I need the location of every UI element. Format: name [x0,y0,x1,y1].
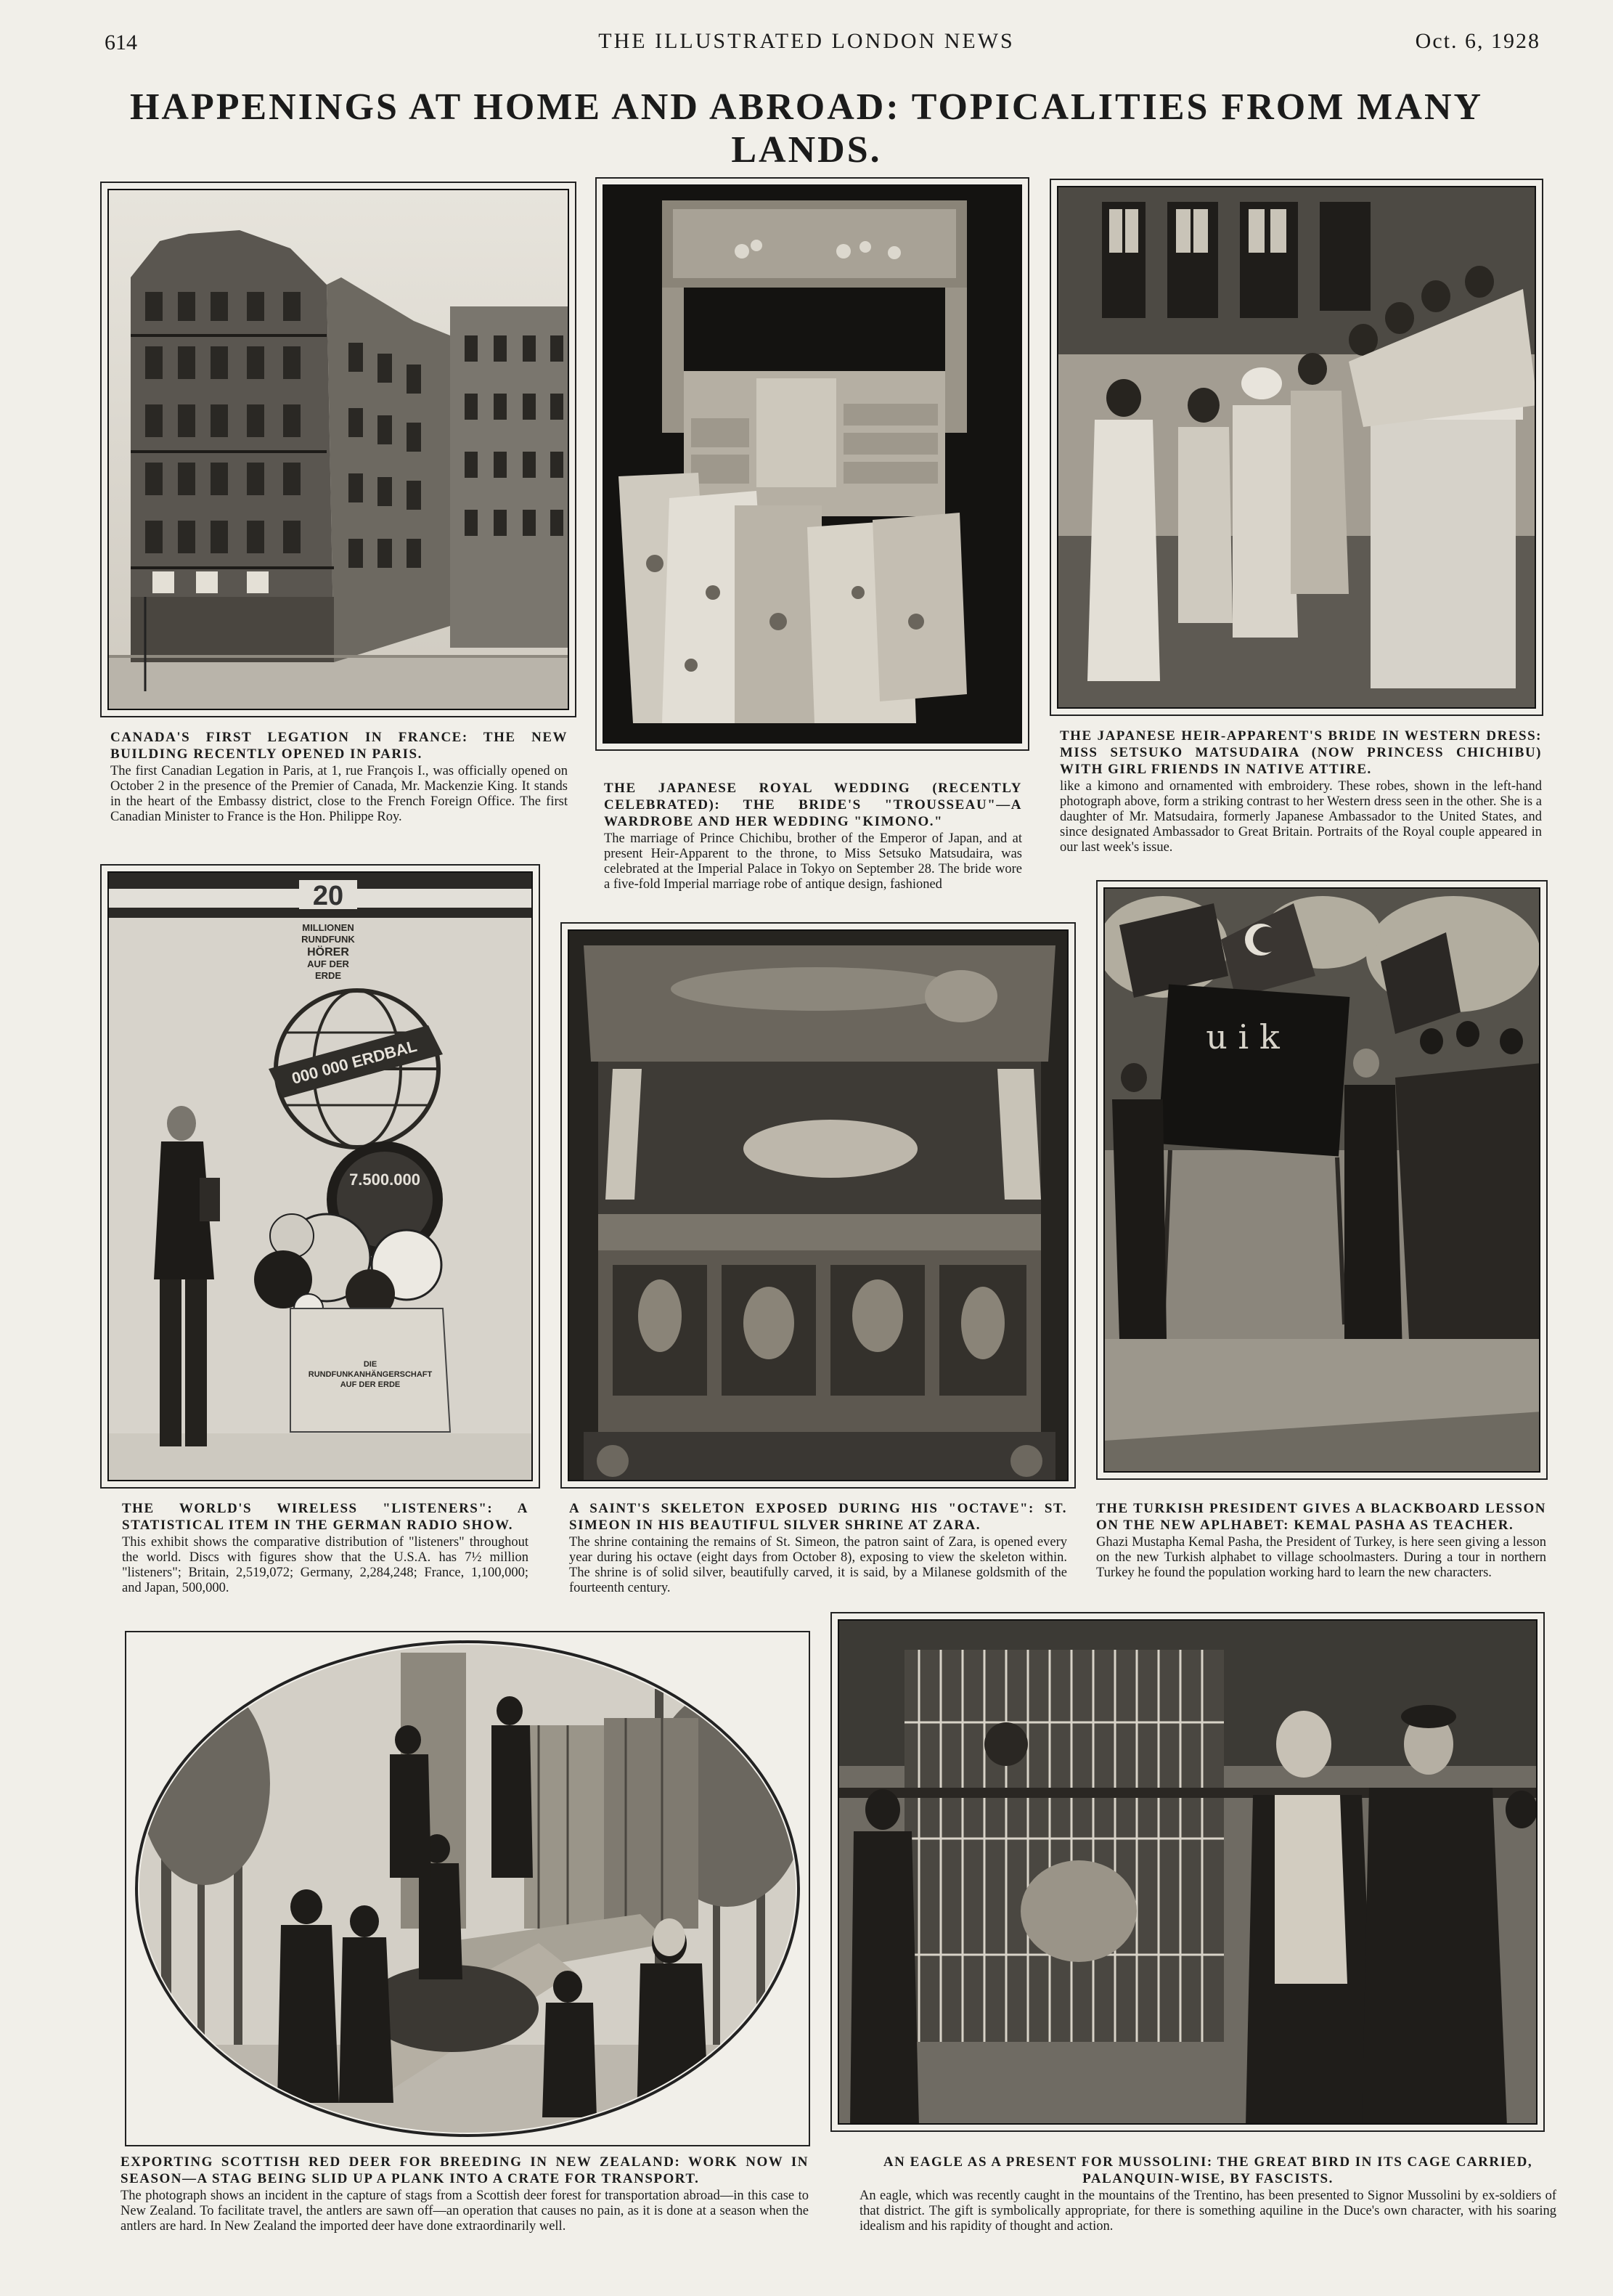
publication-title: THE ILLUSTRATED LONDON NEWS [598,29,1015,53]
caption-title: AN EAGLE AS A PRESENT FOR MUSSOLINI: THE GREAT BIRD IN ITS CAGE CARRIED, PALANQUIN-WISE, BY FASCISTS. [883,2154,1533,2186]
caption-kemal [1096,1500,1546,1581]
plinth-line: RUNDFUNKANHÄNGERSCHAFT [308,1370,433,1379]
caption-trousseau [604,780,1022,892]
caption-title: THE JAPANESE ROYAL WEDDING (RECENTLY CELEBRATED): THE BRIDE'S "TROUSSEAU"—A WARDROBE AND HER WEDDING "KIMONO." [604,781,1022,829]
photo-radio-exhibit [107,871,533,1481]
photo-kemal-blackboard [1103,887,1540,1473]
caption-deer [121,2154,809,2234]
photo-japanese-bride [1057,186,1536,709]
photo-frame-trousseau [595,177,1029,751]
globe-label: 000 000 ERDBAL [290,1036,419,1088]
caption-title: CANADA'S FIRST LEGATION IN FRANCE: THE NEW BUILDING RECENTLY OPENED IN PARIS. [110,730,568,762]
photo-frame-deer [125,1631,810,2146]
photo-frame-shrine [560,922,1076,1489]
photo-frame-kemal [1096,880,1548,1480]
caption-title: THE JAPANESE HEIR-APPARENT'S BRIDE IN WESTERN DRESS: MISS SETSUKO MATSUDAIRA (NOW PRINCESS CHICHIBU) WITH GIRL FRIENDS IN NATIVE ATTIRE. [1060,728,1542,777]
caption-title: THE WORLD'S WIRELESS "LISTENERS": A STATISTICAL ITEM IN THE GERMAN RADIO SHOW. [122,1501,528,1533]
caption-radio [122,1500,528,1596]
caption-title: THE TURKISH PRESIDENT GIVES A BLACKBOARD LESSON ON THE NEW APLHABET: KEMAL PASHA AS TEACHER. [1096,1501,1546,1533]
photo-frame-legation [100,182,576,717]
exhibit-sign-line: MILLIONEN [302,922,354,933]
exhibit-sign-line: HÖRER [307,946,349,958]
photo-scottish-deer [132,1638,803,2139]
page-headline: HAPPENINGS AT HOME AND ABROAD: TOPICALITIES FROM MANY LANDS. [129,86,1484,171]
masthead [0,20,1613,64]
blackboard-text: u i k [1206,1017,1280,1057]
caption-shrine [569,1500,1067,1596]
caption-title: EXPORTING SCOTTISH RED DEER FOR BREEDING IN NEW ZEALAND: WORK NOW IN SEASON—A STAG BEING SLID UP A PLANK INTO A CRATE FOR TRANSPORT. [121,2154,809,2186]
exhibit-sign-line: ERDE [314,970,342,981]
caption-body: Ghazi Mustapha Kemal Pasha, the President of Turkey, is here seen giving a lesson on the new Turkish alphabet to village schoolmasters. During a tour in northern Turkey he found the population working hard to learn the new characters. [1096,1535,1546,1580]
caption-title: A SAINT'S SKELETON EXPOSED DURING HIS "OCTAVE": ST. SIMEON IN HIS BEAUTIFUL SILVER SHRINE AT ZARA. [569,1501,1067,1533]
caption-body: The first Canadian Legation in Paris, at 1, rue François I., was officially opened on October 2 in the presence of the Premier of Canada, Mr. Mackenzie King. It stands in the heart of the Embassy district, close to the French Foreign Office. The first Canadian Minister to France is the Hon. Philippe Roy. [110,764,568,824]
issue-date: Oct. 6, 1928 [1415,29,1540,53]
exhibit-sign-line: RUNDFUNK [301,934,355,945]
exhibit-sign-line: AUF DER [307,958,349,969]
caption-body: like a kimono and ornamented with embroidery. These robes, shown in the left-hand photograph above, form a striking contrast to her Western dress seen in the other. She is a daughter of Mr. Matsudaira, formerly Japanese Ambassador to the United States, and since designated Ambassador to Great Britain. Portraits of the Royal couple appeared in our last week's issue. [1060,779,1542,855]
page-number: 614 [105,30,137,54]
caption-bride [1060,728,1542,855]
caption-body: The shrine containing the remains of St. Simeon, the patron saint of Zara, is opened every year during his octave (eight days from October 8), exposing to view the skeleton within. The shrine is of solid silver, beautifully carved, it is said, by a Milanese goldsmith of the fourteenth century. [569,1535,1067,1595]
photo-canadian-legation [107,189,569,710]
caption-body: This exhibit shows the comparative distribution of "listeners" throughout the world. Discs with figures show that the U.S.A. has 7½ million "listeners"; Britain, 2,519,072; Germany, 2,284,248; France, 1,100,000; and Japan, 500,000. [122,1535,528,1595]
caption-legation [110,729,568,825]
disc-label: 7.500.000 [349,1171,420,1189]
caption-eagle [859,2154,1556,2234]
photo-eagle-cage [838,1619,1538,2125]
photo-japanese-trousseau [603,184,1022,744]
photo-frame-eagle [830,1612,1545,2132]
photo-frame-radio [100,864,540,1489]
caption-body: The marriage of Prince Chichibu, brother of the Emperor of Japan, and at present Heir-Apparent to the throne, to Miss Setsuko Matsudaira, was celebrated at the Imperial Palace in Tokyo on September 28. The bride wore a five-fold Imperial marriage robe of antique design, fashioned [604,831,1022,892]
plinth-line: DIE [363,1360,377,1369]
caption-body: The photograph shows an incident in the capture of stags from a Scottish deer forest for transportation abroad—in this case to New Zealand. To facilitate travel, the antlers are sawn off—an operation that causes no pain, as it is done at a season when the antlers are hard. In New Zealand the imported deer have done extraordinarily well. [121,2189,809,2234]
photo-frame-bride [1050,179,1543,716]
caption-body: An eagle, which was recently caught in the mountains of the Trentino, has been presented to Signor Mussolini by ex-soldiers of that district. The gift is symbolically appropriate, for there is something aquiline in the Duce's own character, with his soaring idealism and his rapidity of thought and action. [859,2189,1556,2234]
plinth-line: AUF DER ERDE [340,1380,401,1389]
exhibit-number: 20 [312,881,344,911]
photo-st-simeon-shrine [568,929,1069,1481]
